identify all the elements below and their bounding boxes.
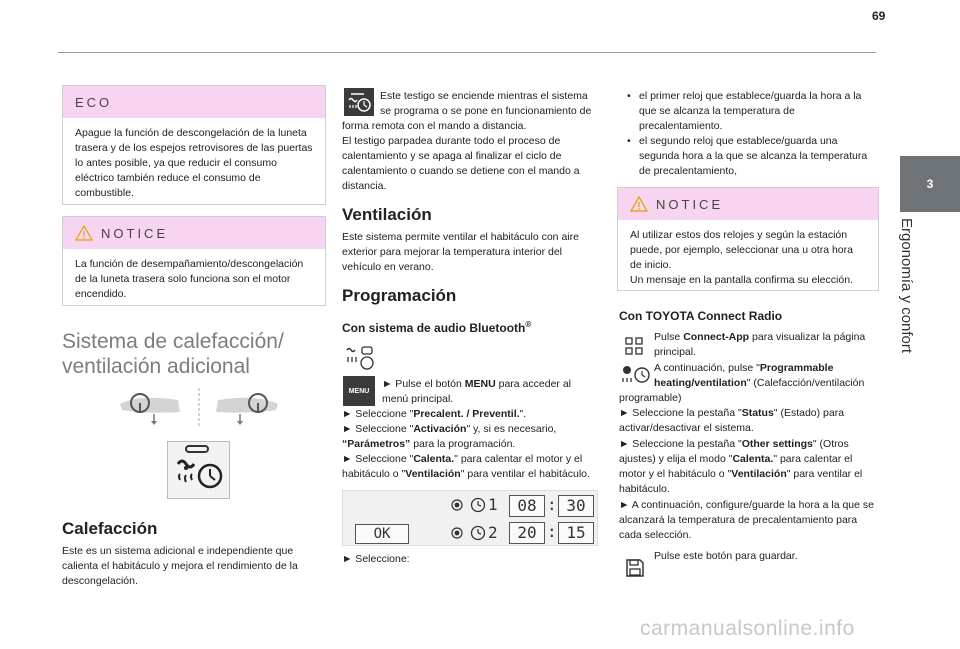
- chapter-title: Ergonomía y confort: [898, 218, 915, 354]
- calefaccion-title: Calefacción: [62, 519, 158, 538]
- warning-icon: [75, 225, 93, 241]
- menu-button-icon: MENU: [343, 376, 375, 406]
- section-title: Sistema de calefacción/ ventilación adicional: [62, 330, 284, 378]
- notice-box-1-text: La función de desempañamiento/descongelación de la luneta trasera solo funciona son el motor encendido.: [75, 258, 304, 300]
- bullet-dot: •: [627, 90, 631, 102]
- testigo-rest: forma remota con el mando a distancia.: [342, 120, 527, 132]
- ventilacion-text: Este sistema permite ventilar el habitáculo con aire exterior para mejorar la temperatura interior del vehículo en verano.: [342, 231, 579, 273]
- step3: ► Seleccione "Activación" y, si es necesario, “Parámetros” para la programación.: [342, 423, 557, 450]
- toyota-step1: ► Seleccione la pestaña "Status" (Estado) para activar/desactivar el sistema.: [619, 407, 845, 434]
- eco-box-title: ECO: [63, 86, 325, 118]
- timer2-minutes[interactable]: 15: [558, 522, 594, 544]
- testigo-p2: El testigo parpadea durante todo el proceso de calentamiento y se apaga al finalizar el ciclo de calentamiento o cuando se detiene con el mando a distancia.: [342, 135, 580, 192]
- ok-button[interactable]: OK: [355, 524, 409, 544]
- bullet-2: • el segundo reloj que establece/guarda una segunda hora a la que se alcanza la temperatura de precalentamiento,: [627, 135, 868, 177]
- toyota-save-text: Pulse este botón para guardar.: [654, 550, 798, 562]
- steering-wheel-icon-left: [120, 394, 180, 425]
- timer2-hours[interactable]: 20: [509, 522, 545, 544]
- clock-icon-timer1: [470, 497, 486, 513]
- radio-icon-timer2: [451, 527, 463, 539]
- eco-box-text: Apague la función de descongelación de la luneta trasera y de los espejos retrovisores de las puertas lo antes posible, ya que reducir el consumo eléctrico también reduce el consumo de combustible.: [75, 127, 313, 199]
- notice-box-2-text: Al utilizar estos dos relojes y según la estación puede, por ejemplo, seleccionar una u otra hora de inicio. Un mensaje en la pantalla confirma su elección.: [630, 229, 853, 286]
- testigo-line1: Este testigo se enciende mientras el sistema: [380, 90, 588, 102]
- warning-icon: [630, 196, 648, 212]
- timer2-sep: :: [547, 522, 557, 541]
- notice-box-2-title: NOTICE: [618, 188, 878, 220]
- radio-icon-timer1: [451, 499, 463, 511]
- heating-timer-icon: [167, 441, 230, 499]
- step4: ► Seleccione "Calenta." para calentar el motor y el habitáculo o "Ventilación" para ventilar el habitáculo.: [342, 453, 590, 480]
- notice-box-2: [617, 187, 879, 291]
- steering-wheel-icon-right: [216, 394, 278, 425]
- toyota-step3: ► A continuación, configure/guarde la hora a la que se alcanzará la temperatura de precalentamiento para cada selección.: [619, 499, 874, 541]
- toyota-line2: A continuación, pulse "Programmable heating/ventilation" (Calefacción/ventilación: [654, 362, 865, 389]
- heater-illustration: [118, 388, 280, 428]
- eco-box: [62, 85, 326, 205]
- toyota-step2: ► Seleccione la pestaña "Other settings" (Otros ajustes) y elija el modo "Calenta." para calentar el motor y el habitáculo o "Ventilación" para ventilar el habitáculo.: [619, 438, 863, 495]
- bullet-1: • el primer reloj que establece/guarda la hora a la que se alcanza la temperatura de precalentamiento.: [627, 90, 862, 132]
- toyota-line2-cont: programable): [619, 392, 682, 404]
- timer1-sep: :: [547, 495, 557, 514]
- timer1-label: 1: [488, 495, 498, 514]
- fan-clock-icon: [621, 364, 651, 386]
- timer-display-panel: [342, 490, 598, 546]
- timer1-minutes[interactable]: 30: [558, 495, 594, 517]
- fan-clock-small-icon: [344, 344, 376, 372]
- chapter-tab[interactable]: 3: [900, 156, 960, 212]
- clock-icon-timer2: [470, 525, 486, 541]
- page-number: 69: [872, 9, 886, 23]
- programacion-title: Programación: [342, 286, 457, 305]
- notice-box-1-title: NOTICE: [63, 217, 325, 249]
- calefaccion-text: Este es un sistema adicional e independiente que calienta el habitáculo y mejora el rendimiento de la descongelación.: [62, 545, 298, 587]
- apps-grid-icon: [625, 337, 643, 355]
- toyota-line1: Pulse Connect-App para visualizar la página principal.: [654, 331, 866, 358]
- ventilacion-title: Ventilación: [342, 205, 432, 224]
- testigo-line2: se programa o se pone en funcionamiento de: [380, 105, 592, 117]
- step5: ► Seleccione:: [342, 553, 410, 565]
- notice-box-1: [62, 216, 326, 306]
- step2: ► Seleccione "Precalent. / Preventil.".: [342, 408, 527, 420]
- timer2-label: 2: [488, 523, 498, 542]
- step1: ► Pulse el botón MENU para acceder al menú principal.: [382, 378, 571, 405]
- timer1-hours[interactable]: 08: [509, 495, 545, 517]
- save-icon: [625, 558, 645, 578]
- remote-heating-indicator-icon: [344, 88, 374, 116]
- watermark: carmanualsonline.info: [640, 617, 855, 640]
- bullet-dot: •: [627, 135, 631, 147]
- toyota-subtitle: Con TOYOTA Connect Radio: [619, 309, 783, 323]
- bluetooth-subtitle: Con sistema de audio Bluetooth®: [342, 320, 532, 335]
- header-rule: [58, 52, 876, 53]
